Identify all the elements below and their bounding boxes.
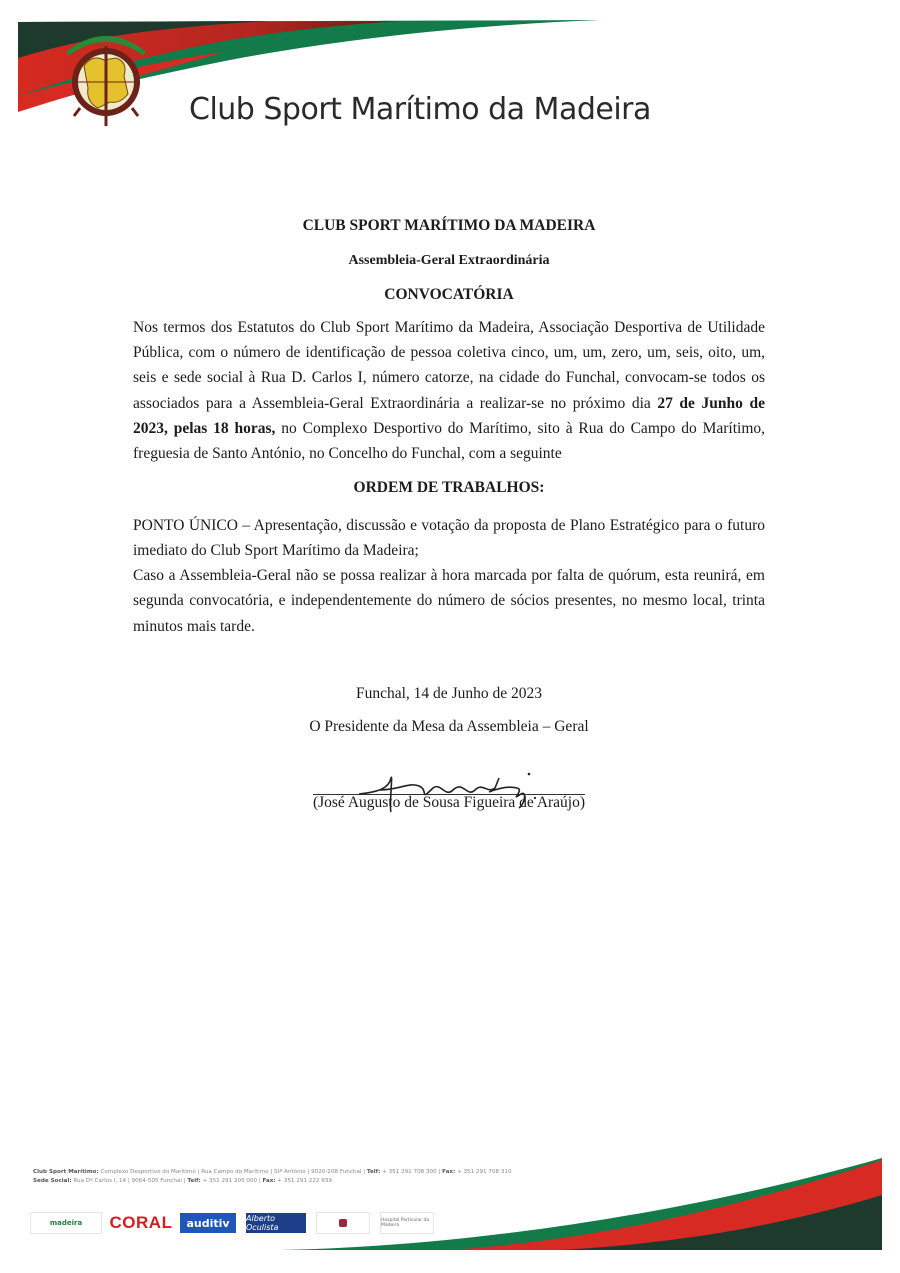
meeting-date-time: 27 de Junho de 2023, pelas 18 horas, [133,394,765,437]
intro-text-2: no Complexo Desportivo do Marítimo, sito à Rua do Campo do Marítimo, freguesia de Santo António, no Concelho do Funchal, com a seguinte [133,419,765,463]
sponsor-auditiv-logo: auditiv [180,1213,236,1233]
sponsor-hospital-logo: Hospital Particular da Madeira [380,1212,434,1234]
intro-paragraph [133,315,765,466]
footer-line-1: Club Sport Marítimo: Complexo Desportivo do Marítimo | Rua Campo do Marítimo | Stº António | 9020-208 Funchal | Telf: + 351 291 708 300 | Fax: + 351 291 708 310 [33,1169,512,1175]
place-and-date: Funchal, 14 de Junho de 2023 [356,684,542,702]
agenda-heading: ORDEM DE TRABALHOS: [353,479,545,497]
club-name-heading: Club Sport Marítimo da Madeira [189,92,651,127]
agenda-item-ponto-unico: PONTO ÚNICO – Apresentação, discussão e votação da proposta de Plano Estratégico para o futuro imediato do Club Sport Marítimo da Madeira; [133,516,765,559]
sponsor-madeira-logo: madeira [30,1212,102,1234]
document-heading: CONVOCATÓRIA [384,286,514,303]
convocation-document [133,210,765,816]
document-title: CLUB SPORT MARÍTIMO DA MADEIRA [302,217,596,234]
footer-line-2: Sede Social: Rua Dº Carlos I, 14 | 9064-505 Funchal | Telf: + 351 291 205 000 | Fax: + 351 291 222 939 [33,1178,332,1184]
sponsor-5-logo [316,1212,370,1234]
club-crest-logo [58,24,154,128]
signer-name: (José Augusto de Sousa Figueira de Araújo) [312,794,586,812]
signer-role: O Presidente da Mesa da Assembleia – Geral [309,718,589,736]
footer-color-band [0,1150,900,1260]
signature-block [299,766,599,816]
document-subtitle: Assembleia-Geral Extraordinária [348,253,550,268]
quorum-note: Caso a Assembleia-Geral não se possa realizar à hora marcada por falta de quórum, esta reunirá, em segunda convocatória, e independentemente do número de sócios presentes, no mesmo local, trinta minutos mais tarde. [133,567,765,635]
sponsor-logos [30,1212,434,1234]
sponsor-5-icon [339,1219,347,1227]
intro-text-1: Nos termos dos Estatutos do Club Sport Marítimo da Madeira, Associação Desportiva de Utilidade Pública, com o número de identificação de pessoa coletiva cinco, um, um, zero, um, seis, oito, um, seis e sede social à Rua D. Carlos I, número catorze, na cidade do Funchal, convocam-se todos os associados para a Assembleia-Geral Extraordinária a realizar-se no próximo dia [133,319,765,412]
sponsor-alberto-oculista-logo: Alberto Oculista [246,1213,306,1233]
sponsor-coral-logo: CORAL [109,1213,173,1232]
